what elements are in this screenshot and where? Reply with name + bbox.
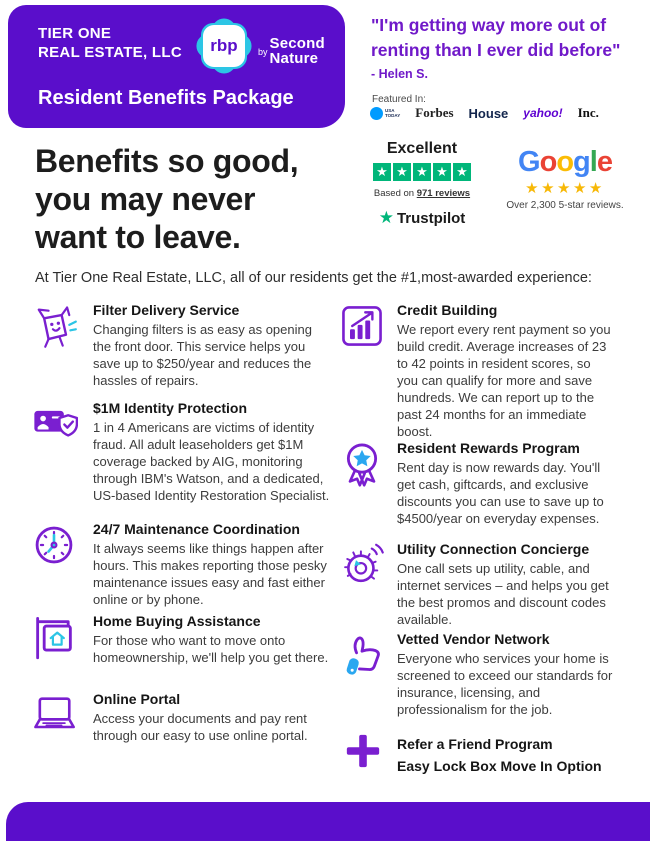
benefit-title: Home Buying Assistance xyxy=(93,613,261,629)
benefit-title: 24/7 Maintenance Coordination xyxy=(93,521,300,537)
star-icon: ★ xyxy=(572,180,589,197)
headline-line2: you may never xyxy=(35,181,256,217)
benefit-title: Filter Delivery Service xyxy=(93,302,240,318)
yahoo-logo: yahoo! xyxy=(523,106,563,120)
brand-name-line2: Nature xyxy=(269,50,319,67)
headline-line3: want to leave. xyxy=(35,219,241,255)
inc-logo: Inc. xyxy=(577,105,599,120)
company-name xyxy=(38,24,182,62)
benefit-title: Resident Rewards Program xyxy=(397,440,580,456)
star-icon: ★ xyxy=(557,180,573,197)
by-label: by xyxy=(258,47,268,57)
star-icon: ★ xyxy=(525,180,542,197)
plus-icon xyxy=(344,732,382,770)
brand-name-line1: Second xyxy=(269,35,325,52)
benefit-description: For those who want to move onto homeownership, we'll help you get there. xyxy=(93,633,329,665)
filter-delivery-icon xyxy=(30,302,78,350)
rewards-medal-icon xyxy=(338,440,386,488)
extra-benefit-line2: Easy Lock Box Move In Option xyxy=(397,758,602,774)
star-icon: ★ xyxy=(541,180,558,197)
maintenance-clock-icon xyxy=(30,521,78,569)
home-sign-icon xyxy=(30,613,78,661)
star-icon: ★ xyxy=(588,180,605,197)
testimonial-quote xyxy=(371,13,620,63)
usa-today-circle-icon xyxy=(370,107,383,120)
star-icon: ★ xyxy=(393,163,411,181)
utility-dial-icon xyxy=(338,541,386,589)
trustpilot-review-count: Based on 971 reviews xyxy=(373,188,471,199)
second-nature-logo xyxy=(258,36,325,66)
benefit-description: 1 in 4 Americans are victims of identity fraud. All adult leaseholders get $1M coverage backed by AIG, monitoring through IBM's Watson, and a dedicated, US-based Identity Restoration Specialist. xyxy=(93,420,330,503)
google-logo-letter: o xyxy=(556,146,574,178)
google-logo xyxy=(490,147,640,177)
google-stars xyxy=(490,179,640,197)
featured-in-label: Featured In: xyxy=(372,94,426,105)
rbp-logo-badge: rbp xyxy=(203,25,245,67)
usa-today-text: USA TODAY xyxy=(385,108,401,118)
benefit-description: Access your documents and pay rent through our easy to use online portal. xyxy=(93,711,308,743)
benefit-description: We report every rent payment so you build credit. Average increases of 23 to 42 points in resident scores, so you can qualify for more and save hundreds. We can report up to the past 24 months for an immediate boost. xyxy=(397,322,611,439)
benefit-description: Everyone who services your home is screened to exceed our standards for insurance, licensing, and professionalism for the job. xyxy=(397,651,613,717)
benefit-title: Credit Building xyxy=(397,302,498,318)
google-logo-letter: g xyxy=(573,146,590,178)
headline-line1: Benefits so good, xyxy=(35,143,299,179)
benefit-description: Rent day is now rewards day. You'll get cash, giftcards, and exclusive discounts you can use to save up to $4500/year on everyday expenses. xyxy=(397,460,604,526)
quote-line2: renting than I ever did before" xyxy=(371,40,621,60)
benefit-description: It always seems like things happen after hours. This makes reporting those pesky maintenance issues easy and fast either online or by phone. xyxy=(93,541,327,607)
google-review-caption: Over 2,300 5-star reviews. xyxy=(506,200,624,211)
laptop-icon xyxy=(30,691,78,739)
google-rating-block xyxy=(490,147,640,211)
trustpilot-star-icon: ★ xyxy=(378,208,394,227)
benefit-description: Changing filters is as easy as opening the front door. This service helps you save up to $250/year and reduces the hassles of repairs. xyxy=(93,322,312,388)
header-panel xyxy=(8,5,345,128)
quote-line1: "I'm getting way more out of xyxy=(371,15,607,35)
page-title xyxy=(35,142,298,256)
google-logo-letter: G xyxy=(518,146,540,178)
google-logo-letter: o xyxy=(539,146,557,178)
company-name-line1: TIER ONE xyxy=(38,25,112,42)
trustpilot-logo: ★ Trustpilot xyxy=(378,208,466,227)
star-icon: ★ xyxy=(373,163,391,181)
usa-today-logo xyxy=(370,107,400,120)
star-icon: ★ xyxy=(413,163,431,181)
credit-chart-icon xyxy=(338,302,386,350)
benefit-title: Vetted Vendor Network xyxy=(397,631,550,647)
trustpilot-rating-label: Excellent xyxy=(386,140,458,157)
extra-benefit-line1: Refer a Friend Program xyxy=(397,736,553,752)
google-logo-letter: l xyxy=(589,146,597,178)
company-name-line2: REAL ESTATE, LLC xyxy=(38,44,182,61)
trustpilot-rating-block xyxy=(363,140,481,228)
forbes-logo: Forbes xyxy=(415,105,454,120)
benefit-title: Utility Connection Concierge xyxy=(397,541,590,557)
house-logo: House xyxy=(468,105,509,121)
trustpilot-stars xyxy=(363,163,481,181)
benefit-title: Online Portal xyxy=(93,691,181,707)
benefit-description: One call sets up utility, cable, and internet services – and helps you get the best promos and discount codes available. xyxy=(397,561,609,627)
rbp-logo xyxy=(194,16,254,76)
footer-bar xyxy=(6,802,650,841)
identity-protection-icon xyxy=(30,400,78,448)
intro-text: At Tier One Real Estate, LLC, all of our residents get the #1,most-awarded experience: xyxy=(35,270,592,286)
star-icon: ★ xyxy=(453,163,471,181)
banner-title: Resident Benefits Package xyxy=(38,87,294,109)
quote-attribution: - Helen S. xyxy=(371,67,428,81)
benefit-title: $1M Identity Protection xyxy=(93,400,248,416)
google-logo-letter: e xyxy=(596,146,612,178)
featured-logos-row xyxy=(370,105,632,121)
star-icon: ★ xyxy=(433,163,451,181)
thumbs-up-icon xyxy=(338,631,386,679)
